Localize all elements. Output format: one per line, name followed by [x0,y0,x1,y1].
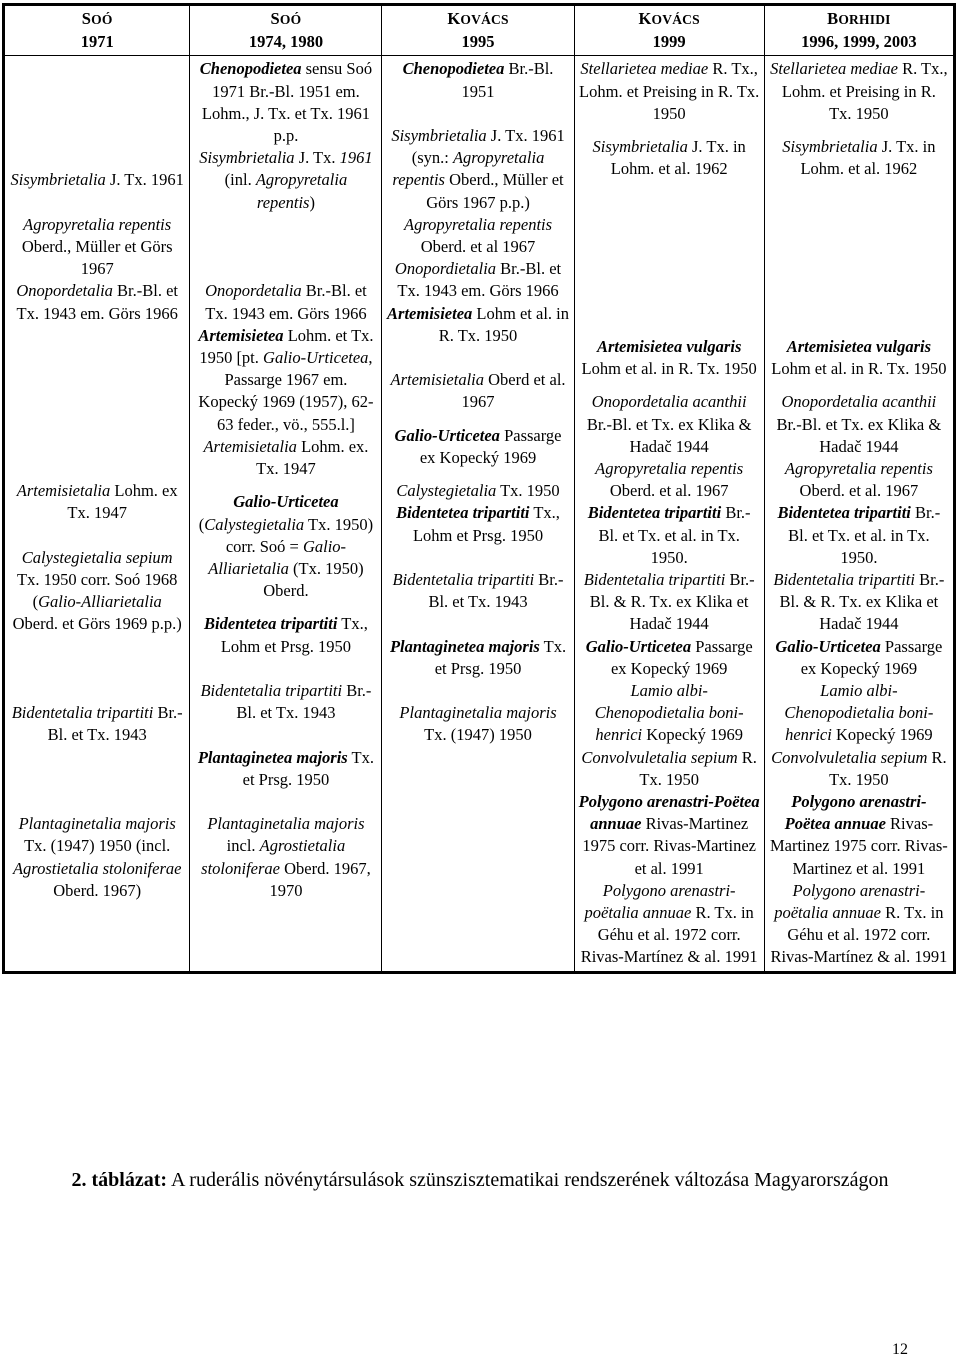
table-header-row [4,5,955,56]
taxon-name: Galio-Urticetea [394,425,500,445]
syntaxon-entry [9,480,185,524]
author-citation: Lohm et al. in R. Tx. 1950 [771,359,947,379]
author-citation: Oberd. et Görs 1969 p.p.) [12,614,182,634]
syntaxon-entry [386,258,569,302]
author-citation: Br.-Bl. et Tx. et al. in Tx. 1950. [598,503,751,567]
syntaxon-entry [194,613,377,657]
taxon-name: Plantaginetea majoris [389,636,540,656]
author-citation: ) [309,192,315,212]
taxon-name: Artemisietalia [16,481,111,501]
table-body-row [4,56,955,972]
column-kovacs-1999 [574,56,764,972]
author-citation: Br.-Bl. et Tx. ex Klika & Hadač 1944 [586,414,752,456]
syntaxon-entry [579,636,760,680]
author-citation: Lohm. et Tx. 1950 [pt. [199,325,374,368]
spacer [9,325,185,480]
spacer [194,214,377,281]
taxon-name: Agropyretalia repentis [404,214,553,234]
spacer [769,380,949,391]
column-header [4,5,190,56]
author-name: BORHIDI [827,9,891,28]
author-citation: Tx. 1950 [496,481,560,501]
syntaxon-entry [769,336,949,380]
taxon-name: Galio-Urticetea [775,636,881,656]
taxon-name: Sisymbrietalia [10,170,106,190]
spacer [579,125,760,136]
author-year: 1974, 1980 [248,32,324,52]
author-citation: Lohm. ex Tx. 1947 [67,481,178,523]
syntaxon-entry [386,303,569,347]
column-borhidi [764,56,954,972]
taxon-name: Bidentetea tripartiti [396,503,530,523]
spacer [579,380,760,391]
taxon-name: Plantaginetalia majoris [18,814,176,834]
taxon-name: Polygono arenastri-Poëtea annuae [578,792,760,834]
syntaxon-entry [769,880,949,969]
taxon-name: Agropyretalia repentis [595,459,744,479]
taxon-name: Bidentetea tripartiti [777,503,911,523]
caption-text: A ruderális növénytársulások szünszisztematikai rendszerének változása Magyarországon [167,1169,889,1191]
author-citation: Kopecký 1969 [831,725,933,745]
author-citation: J. Tx. in Lohm. et al. 1962 [610,137,746,179]
author-citation: J. Tx. in Lohm. et al. 1962 [800,137,936,179]
author-citation: (inl. [224,170,256,190]
syntaxon-entry [386,58,569,102]
spacer [9,525,185,547]
author-citation: Br.-Bl. et Tx. 1943 [236,681,372,723]
taxon-name: Artemisietea vulgaris [786,336,932,356]
taxon-name: Sisymbrietalia [782,137,878,157]
column-soo-1971 [4,56,190,972]
author-citation: Tx. 1950) corr. Soó = [225,514,374,556]
syntaxon-entry [386,369,569,413]
spacer [386,547,569,569]
column-header [574,5,764,56]
author-citation: Br.-Bl. et Tx. ex Klika & Hadač 1944 [776,414,942,456]
spacer [769,181,949,336]
taxon-name: Sisymbrietalia [592,137,688,157]
author-citation: Br.-Bl. et Tx. et al. in Tx. 1950. [788,503,941,567]
page-number: 12 [892,1341,908,1358]
author-citation: Tx., Lohm et Prsg. 1950 [220,614,368,656]
author-citation: Rivas-Martinez 1975 corr. Rivas-Martinez et al. 1991 [582,814,756,878]
author-citation: J. Tx. 1961 (syn.: [411,126,565,168]
taxon-name: Agrostietalia stoloniferae [12,858,182,878]
spacer [386,414,569,425]
syntaxon-entry [769,502,949,569]
syntaxon-entry [9,280,185,324]
author-citation: Oberd. 1967, 1970 [269,858,371,900]
syntaxon-entry [386,502,569,546]
syntaxon-entry [579,58,760,125]
author-citation: Br.-Bl. et Tx. 1943 [47,703,183,745]
column-soo-1974-1980 [190,56,382,972]
caption-label: 2. táblázat: [71,1169,168,1191]
taxon-name: Calystegietalia [396,481,497,501]
spacer [386,469,569,480]
taxon-name: Bidentetea tripartiti [204,614,338,634]
taxon-name: Bidentetalia tripartiti [200,681,343,701]
author-citation: Lohm et al. in R. Tx. 1950 [581,359,757,379]
taxon-name: Chenopodietea [199,59,302,79]
taxon-name: Chenopodietea [402,59,505,79]
taxon-name: Calystegietalia sepium [21,547,173,567]
author-citation: sensu Soó 1971 Br.-Bl. 1951 em. Lohm., J. Tx. et Tx. 1961 p.p. [201,59,373,146]
author-citation: Lohm. ex. Tx. 1947 [256,436,369,479]
author-citation: R. Tx. 1950 [639,747,757,789]
column-header [764,5,954,56]
syntaxon-entry [9,547,185,636]
author-citation: R. Tx. 1950 [829,747,947,789]
syntaxon-entry [386,702,569,746]
author-year: 1995 [461,32,495,52]
taxon-name: Galio-Urticetea [263,348,369,368]
taxon-name: Bidentetalia tripartiti [583,570,726,590]
taxon-name: Artemisietalia [390,370,484,390]
author-citation: R. Tx. in Géhu et al. 1972 corr. Rivas-Martínez & al. 1991 [580,903,758,967]
syntaxon-entry [9,813,185,902]
author-citation: , Passarge 1967 em. Kopecký 1969 (1957), 62-63 feder., vö., 555.l.] [198,348,374,434]
syntaxon-entry [386,214,569,258]
spacer [9,636,185,703]
author-citation: Passarge ex Kopecký 1969 [610,636,753,678]
author-name: KOVÁCS [638,9,700,28]
author-citation: Tx. (1947) 1950 [424,725,532,745]
syntaxon-entry [194,491,377,602]
taxon-name: Stellarietea mediae [770,59,898,79]
taxon-name: Agropyretalia repentis [255,170,348,212]
author-year: 1999 [652,32,686,52]
taxon-name: Calystegietalia [204,514,305,534]
syntaxon-entry [386,125,569,214]
author-year: 1996, 1999, 2003 [801,32,917,52]
taxon-name: Polygono arenastri-Poëtea annuae [784,792,927,834]
taxon-name: Artemisietea [198,325,284,345]
author-citation: Br.-Bl. & R. Tx. ex Klika et Hadač 1944 [779,570,945,634]
taxon-name: Bidentetalia tripartiti [11,703,154,723]
syntaxon-entry [769,747,949,791]
author-citation: Br.-Bl. et Tx. 1943 em. Görs 1966 [16,281,179,323]
author-citation: Br.-Bl. et Tx. 1943 em. Görs 1966 [205,281,367,323]
taxon-name: Bidentetalia tripartiti [773,570,916,590]
syntaxon-entry [769,58,949,125]
author-citation: Tx. et Prsg. 1950 [242,747,375,789]
author-citation: Oberd., Müller et Görs 1967 [21,237,173,279]
taxon-name: 1961 [339,148,373,168]
taxon-name: Agropyretalia repentis [392,148,545,190]
taxon-name: Galio-Urticetea [233,492,339,512]
author-citation: R. Tx. in Géhu et al. 1972 corr. Rivas-Martínez & al. 1991 [770,903,948,967]
spacer [194,791,377,813]
author-citation: incl. [226,836,260,856]
taxon-name: Convolvuletalia sepium [771,747,928,767]
spacer [9,58,185,169]
author-name: KOVÁCS [447,9,509,28]
taxon-name: Bidentetalia tripartiti [392,570,535,590]
author-citation: Lohm et al. in R. Tx. 1950 [438,303,569,345]
taxon-name: Agropyretalia repentis [23,214,172,234]
author-citation: Rivas-Martinez 1975 corr. Rivas-Martinez et al. 1991 [769,814,948,878]
taxon-name: Agropyretalia repentis [784,459,933,479]
column-kovacs-1995 [382,56,574,972]
syntaxon-entry [579,458,760,502]
taxon-name: Artemisietalia [203,436,297,456]
author-citation: Br.-Bl. 1951 [461,59,554,101]
taxon-name: Plantaginetalia majoris [399,703,557,723]
author-citation: Br.-Bl. et Tx. 1943 [428,570,564,612]
author-citation: Passarge ex Kopecký 1969 [800,636,943,678]
spacer [194,658,377,680]
author-citation: ( [198,514,205,534]
spacer [194,602,377,613]
author-citation: R. Tx., Lohm. et Preising in R. Tx. 1950 [579,59,760,123]
syntaxon-entry [9,169,185,191]
syntaxon-entry [579,136,760,180]
taxon-name: Convolvuletalia sepium [581,747,738,767]
author-citation: Tx. et Prsg. 1950 [434,636,567,678]
column-header [382,5,574,56]
taxon-name: Sisymbrietalia [199,148,295,168]
spacer [579,181,760,336]
author-citation: (Tx. 1950) Oberd. [263,558,364,601]
syntaxon-entry [9,214,185,281]
taxon-name: Polygono arenastri-poëtalia annuae [584,880,736,923]
taxon-name: Polygono arenastri-poëtalia annuae [774,880,926,923]
syntaxon-entry [769,391,949,458]
taxon-name: Sisymbrietalia [391,126,487,145]
taxon-name: Artemisietea vulgaris [596,336,742,356]
syntaxon-entry [194,58,377,147]
syntaxon-entry [769,569,949,636]
syntaxon-entry [579,880,760,969]
spacer [386,613,569,635]
syntaxonomy-table [2,3,956,974]
taxon-name: Onopordetalia [205,281,302,301]
taxon-name: Agrostietalia stoloniferae [201,836,346,878]
taxon-name: Onopordetalia [16,281,113,301]
author-citation: Br.-Bl. et Tx. 1943 em. Görs 1966 [397,259,562,301]
syntaxon-entry [194,680,377,724]
author-citation: R. Tx., Lohm. et Preising in R. Tx. 1950 [781,59,948,123]
syntaxon-entry [579,391,760,458]
syntaxon-entry [769,680,949,747]
column-header [190,5,382,56]
syntaxon-entry [9,702,185,746]
spacer [386,347,569,369]
author-citation: Tx. (1947) 1950 (incl. [24,836,171,856]
author-citation: Oberd. et al. 1967 [799,481,919,501]
spacer [386,680,569,702]
author-citation: Oberd. 1967) [53,880,142,900]
syntaxon-entry [579,502,760,569]
author-citation: Oberd. et al. 1967 [609,481,729,501]
taxon-name: Artemisietea [387,303,473,323]
taxon-name: Lamio albi-Chenopodietalia boni-henrici [784,681,934,745]
author-citation: Oberd. et al 1967 [420,237,536,257]
syntaxon-entry [769,136,949,180]
spacer [769,125,949,136]
syntaxon-entry [769,636,949,680]
syntaxon-entry [386,569,569,613]
author-citation: Tx. 1950 corr. Soó 1968 ( [16,570,178,612]
author-name: SOÓ [270,9,302,28]
author-citation: J. Tx. 1961 [105,170,184,190]
author-citation: Kopecký 1969 [642,725,743,745]
syntaxon-entry [194,747,377,791]
spacer [386,103,569,125]
spacer [9,192,185,214]
taxon-name: Galio-Alliarietalia [38,592,162,612]
syntaxon-entry [579,747,760,791]
table-caption [0,1168,960,1193]
author-year: 1971 [80,32,114,52]
taxon-name: Onopordetalia acanthii [781,392,937,412]
taxon-name: Lamio albi-Chenopodietalia boni-henrici [594,681,744,745]
syntaxon-entry [194,436,377,480]
author-name: SOÓ [81,9,113,28]
syntaxon-entry [579,569,760,636]
author-citation: Br.-Bl. & R. Tx. ex Klika et Hadač 1944 [589,570,755,634]
taxon-name: Plantaginetea majoris [197,747,348,767]
taxon-name: Stellarietea mediae [580,59,709,79]
author-citation: J. Tx. [294,148,340,168]
syntaxon-entry [194,813,377,902]
taxon-name: Onopordietalia [394,259,497,279]
taxon-name: Galio-Alliarietalia [208,536,347,578]
syntaxon-entry [194,147,377,214]
taxon-name: Galio-Urticetea [585,636,692,656]
taxon-name: Plantaginetalia majoris [207,814,365,834]
taxon-name: Onopordetalia acanthii [591,392,747,412]
syntaxon-entry [194,325,377,436]
spacer [194,724,377,746]
taxon-name: Bidentetea tripartiti [587,503,722,523]
syntaxon-entry [386,480,569,502]
syntaxon-entry [769,458,949,502]
syntaxon-entry [386,425,569,469]
syntaxon-entry [386,636,569,680]
author-citation: Oberd., Müller et Görs 1967 p.p.) [426,170,564,212]
syntaxon-entry [579,336,760,380]
syntaxon-entry [579,791,760,880]
spacer [9,747,185,814]
author-citation: Passarge ex Kopecký 1969 [419,425,562,467]
syntaxon-entry [769,791,949,880]
syntaxon-entry [579,680,760,747]
syntaxon-entry [194,280,377,324]
author-citation: Oberd et al. 1967 [461,370,566,412]
spacer [194,480,377,491]
author-citation: Tx., Lohm et Prsg. 1950 [412,503,560,545]
